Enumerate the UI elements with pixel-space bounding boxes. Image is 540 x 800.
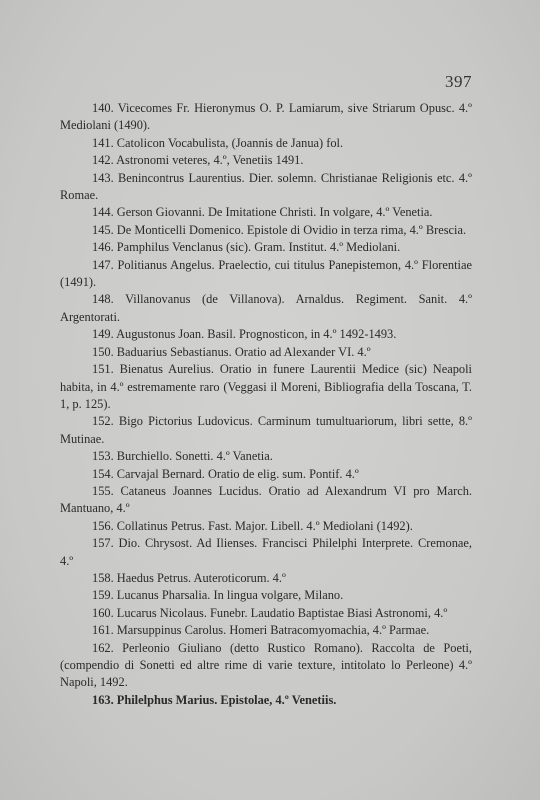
catalog-entry: 149. Augustonus Joan. Basil. Prognosticon, in 4.º 1492-1493. — [92, 327, 397, 342]
catalog-entry: 162. Perleonio Giuliano (detto Rustico Romano). Raccolta de Poeti, (compendio di Sonetti ed altre rime di varie texture, intitolato lo Perleone) 4.º Napoli, 1492. — [60, 640, 472, 690]
catalog-entry: 142. Astronomi veteres, 4.º, Venetiis 1491. — [92, 153, 304, 168]
catalog-entry: 147. Politianus Angelus. Praelectio, cui titulus Panepistemon, 4.º Florentiae (1491). — [60, 257, 472, 290]
catalog-entry: 155. Cataneus Joannes Lucidus. Oratio ad Alexandrum VI pro March. Mantuano, 4.º — [60, 483, 472, 516]
catalog-entry: 161. Marsuppinus Carolus. Homeri Batracomyomachia, 4.º Parmae. — [92, 623, 430, 638]
catalog-entry: 157. Dio. Chrysost. Ad Ilienses. Francisci Philelphi Interprete. Cremonae, 4.º — [60, 536, 472, 568]
catalog-entry: 148. Villanovanus (de Villanova). Arnaldus. Regiment. Sanit. 4.º Argentorati. — [60, 292, 472, 324]
catalog-entry: 158. Haedus Petrus. Auteroticorum. 4.º — [92, 570, 286, 585]
catalog-entry: 140. Vicecomes Fr. Hieronymus O. P. Lamiarum, sive Striarum Opusc. 4.º Mediolani (1490). — [60, 101, 472, 133]
catalog-entry: 141. Catolicon Vocabulista, (Joannis de Janua) fol. — [92, 135, 344, 150]
catalog-entry: 150. Baduarius Sebastianus. Oratio ad Alexander VI. 4.º — [92, 344, 371, 359]
catalog-entry: 163. Philelphus Marius. Epistolae, 4.º Venetiis. — [92, 692, 337, 707]
catalog-entry: 159. Lucanus Pharsalia. In lingua volgare, Milano. — [92, 588, 344, 603]
catalog-entry: 151. Bienatus Aurelius. Oratio in funere Laurentii Medice (sic) Neapoli habita, in 4.º estremamente raro (Veggasi il Moreni, Bibliografia della Toscana, T. 1, p. 125). — [60, 362, 472, 411]
catalog-entry: 144. Gerson Giovanni. De Imitatione Christi. In volgare, 4.º Venetia. — [92, 205, 433, 220]
catalog-entry: 153. Burchiello. Sonetti. 4.º Vanetia. — [92, 449, 273, 464]
catalog-entry: 154. Carvajal Bernard. Oratio de elig. sum. Pontif. 4.º — [92, 466, 359, 481]
page-number: 397 — [445, 72, 472, 91]
catalog-entry: 152. Bigo Pictorius Ludovicus. Carminum tumultuariorum, libri sette, 8.º Mutinae. — [60, 414, 472, 446]
catalog-entries — [60, 100, 472, 709]
catalog-entry: 146. Pamphilus Venclanus (sic). Gram. Institut. 4.º Mediolani. — [92, 240, 401, 255]
catalog-entry: 160. Lucarus Nicolaus. Funebr. Laudatio Baptistae Biasi Astronomi, 4.º — [92, 605, 448, 620]
catalog-entry: 143. Benincontrus Laurentius. Dier. solemn. Christianae Religionis etc. 4.º Romae. — [60, 170, 472, 203]
catalog-entry: 145. De Monticelli Domenico. Epistole di Ovidio in terza rima, 4.º Brescia. — [92, 222, 467, 237]
catalog-entry: 156. Collatinus Petrus. Fast. Major. Libell. 4.º Mediolani (1492). — [92, 518, 413, 533]
